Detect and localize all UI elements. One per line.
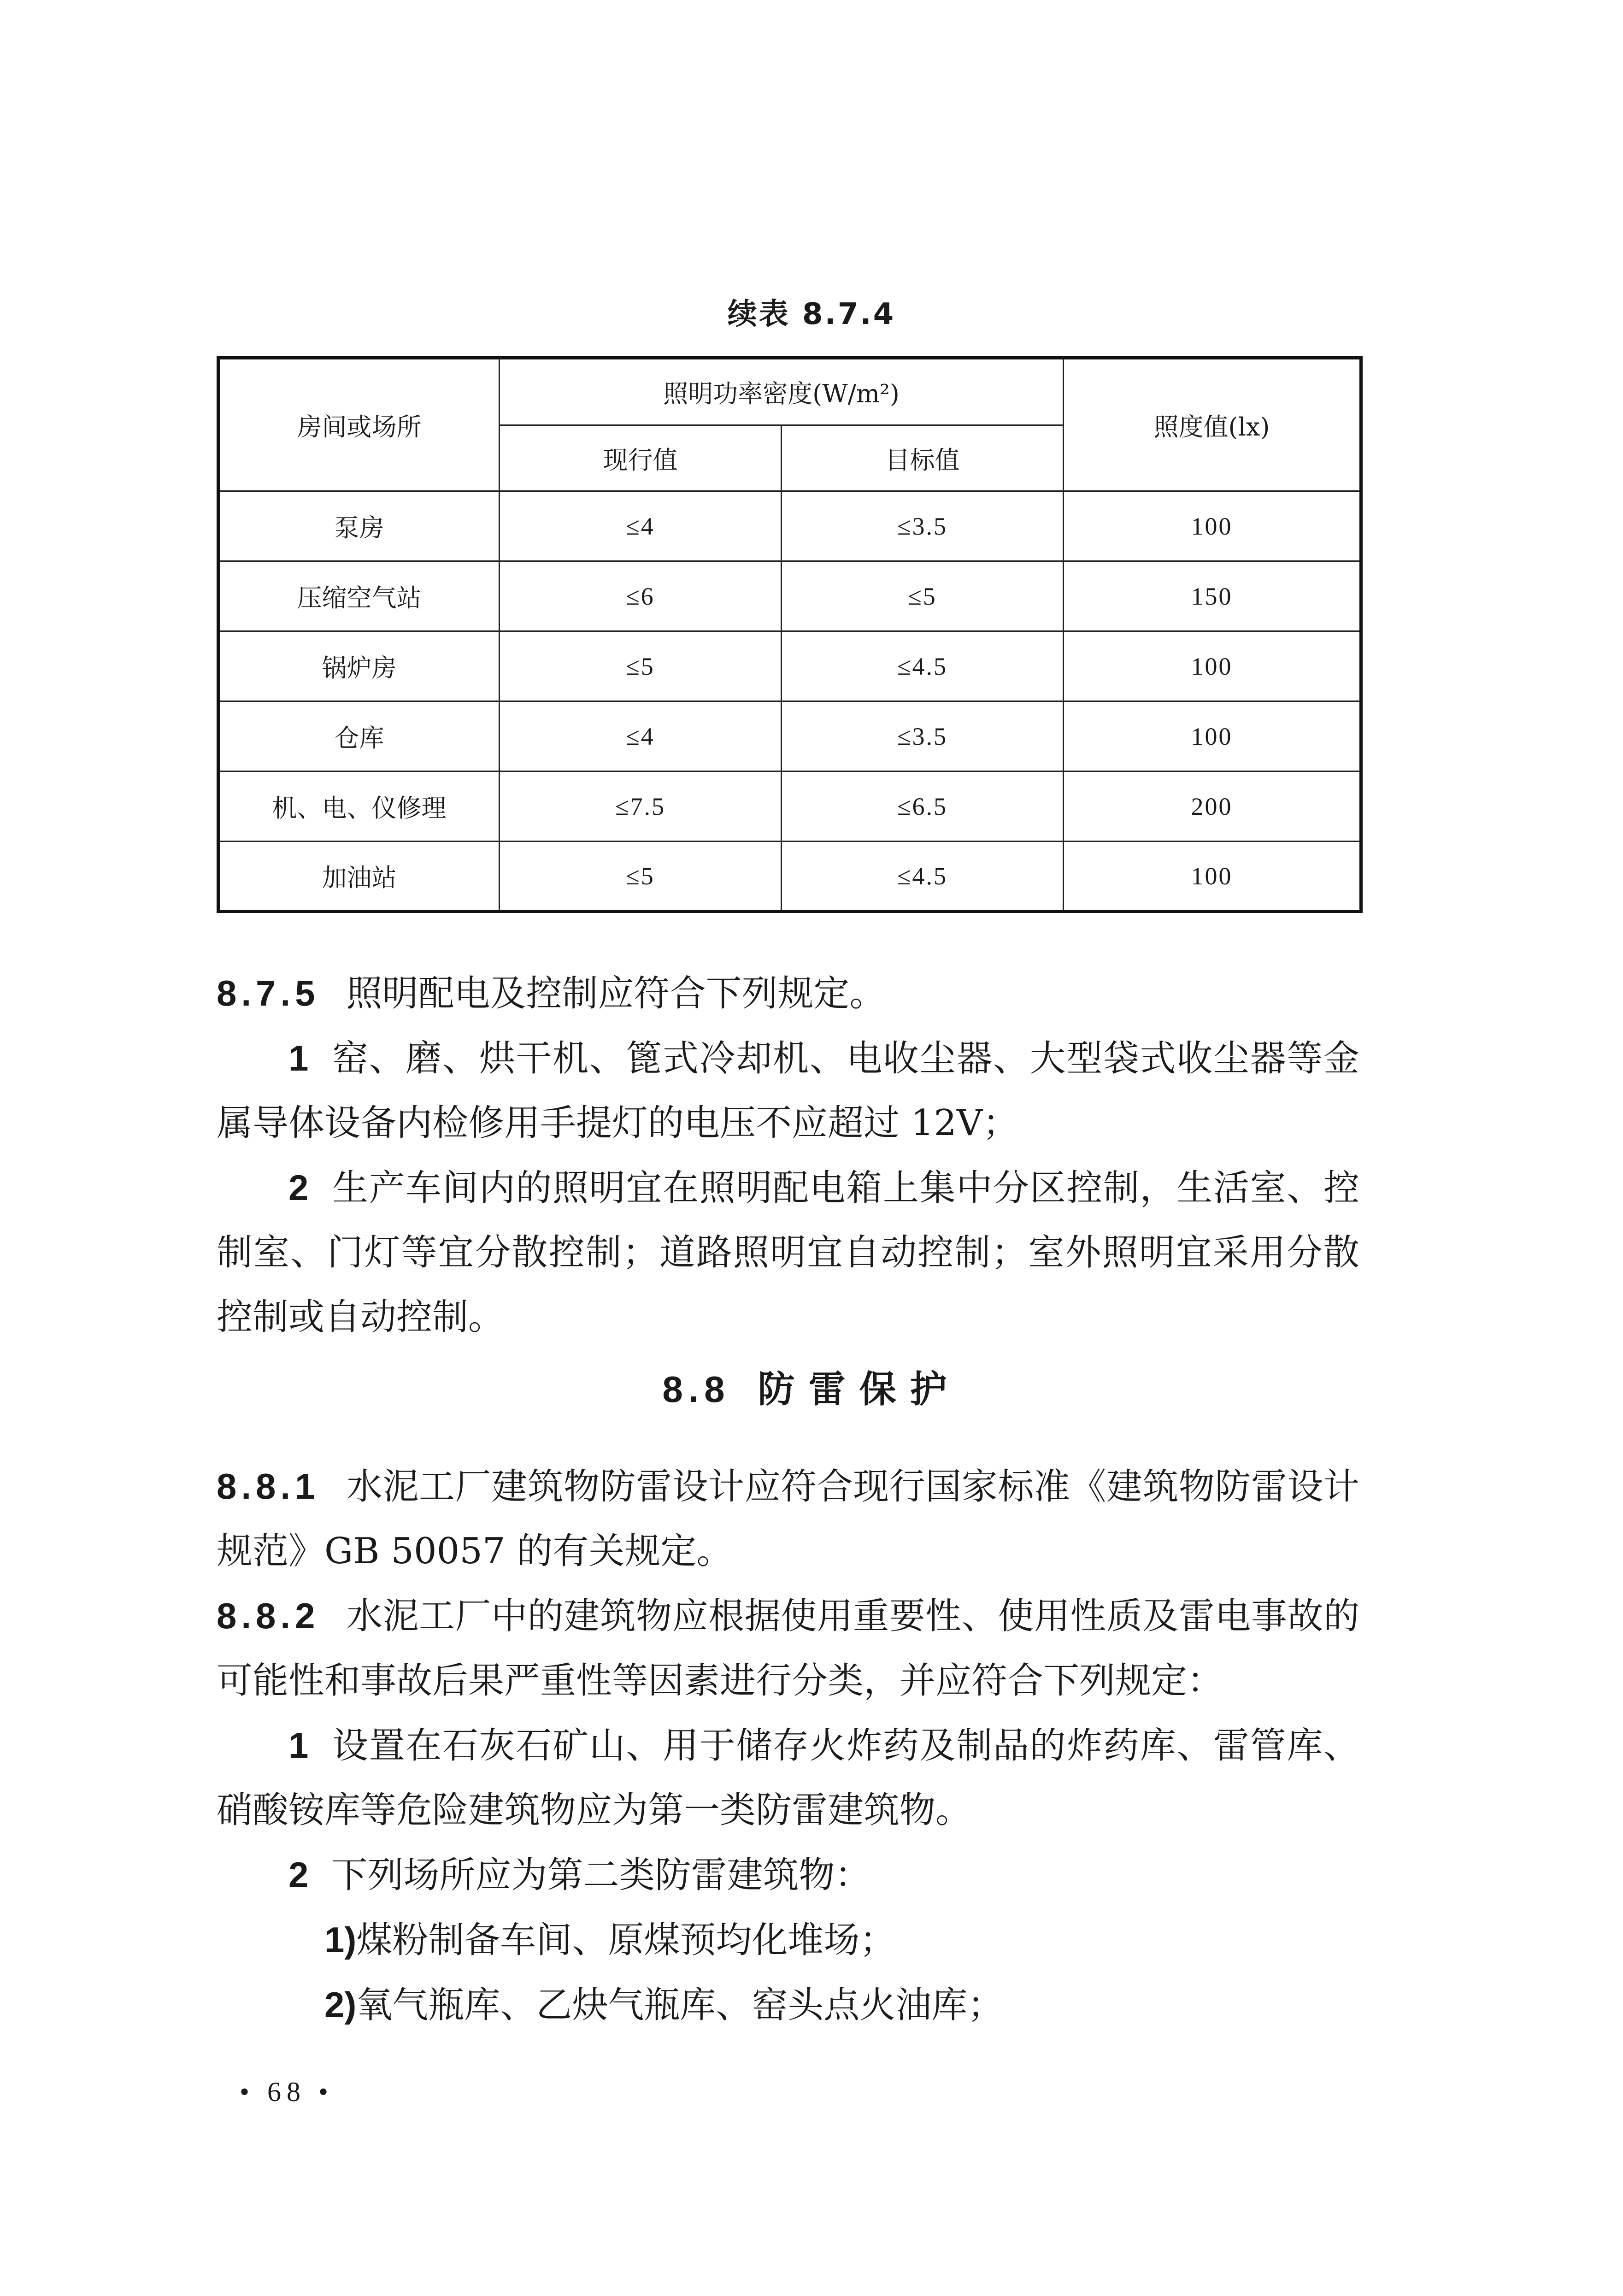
cell-illuminance: 200: [1064, 771, 1361, 842]
cell-room: 仓库: [218, 701, 500, 771]
table-row: [218, 842, 1361, 912]
clause-8-8-2: [217, 1584, 1359, 1713]
cell-illuminance: 100: [1064, 701, 1361, 771]
cell-target: ≤4.5: [782, 631, 1064, 701]
item-number: 1: [288, 1038, 309, 1078]
cell-current: ≤5: [500, 842, 782, 912]
clause-8-7-5-item-1: [217, 1026, 1359, 1155]
clause-8-8-2-item-2: [217, 1843, 1359, 1907]
cell-room: 压缩空气站: [218, 561, 500, 631]
cell-current: ≤4: [500, 701, 782, 771]
table-row: [218, 771, 1361, 842]
header-room: 房间或场所: [218, 358, 500, 491]
clause-8-8-2-subitem-2: [217, 1972, 1359, 2037]
cell-current: ≤6: [500, 561, 782, 631]
cell-current: ≤4: [500, 491, 782, 561]
section-title: 防雷保护: [758, 1368, 961, 1411]
page-number: • 68 •: [240, 2077, 334, 2107]
cell-room: 锅炉房: [218, 631, 500, 701]
clause-number: 8.8.1: [217, 1466, 320, 1507]
cell-target: ≤5: [782, 561, 1064, 631]
clause-8-8-2-item-1: [217, 1713, 1359, 1843]
clause-8-8-2-subitem-1: [217, 1907, 1359, 1972]
header-lpd: 照明功率密度(W/m²): [500, 358, 1064, 425]
clause-text: 照明配电及控制应符合下列规定。: [346, 973, 886, 1014]
header-current: 现行值: [500, 425, 782, 491]
item-number: 2: [288, 1167, 309, 1208]
item-number: 1: [288, 1725, 309, 1766]
item-text: 下列场所应为第二类防雷建筑物：: [331, 1854, 871, 1896]
clause-text: 水泥工厂建筑物防雷设计应符合现行国家标准《建筑物防雷设计规范》GB 50057 的有关规定。: [217, 1466, 1359, 1572]
subitem-text: 氧气瓶库、乙炔气瓶库、窑头点火油库；: [356, 1984, 1004, 2026]
section-heading: [0, 1362, 1623, 1417]
table-row: [218, 491, 1361, 561]
item-text: 窑、磨、烘干机、篦式冷却机、电收尘器、大型袋式收尘器等金属导体设备内检修用手提灯的电压不应超过 12V；: [217, 1038, 1359, 1144]
header-illuminance: 照度值(lx): [1064, 358, 1361, 491]
table-header-row: [218, 358, 1361, 425]
clause-number: 8.8.2: [217, 1595, 320, 1636]
cell-illuminance: 150: [1064, 561, 1361, 631]
clause-8-8-1: [217, 1454, 1359, 1584]
table-row: [218, 561, 1361, 631]
table-caption: 续表 8.7.4: [727, 297, 896, 331]
item-text: 生产车间内的照明宜在照明配电箱上集中分区控制，生活室、控制室、门灯等宜分散控制；道路照明宜自动控制；室外照明宜采用分散控制或自动控制。: [217, 1167, 1359, 1338]
clause-8-7-5-item-2: [217, 1155, 1359, 1349]
cell-current: ≤5: [500, 631, 782, 701]
cell-illuminance: 100: [1064, 491, 1361, 561]
section-8-8-body: [217, 1454, 1359, 2037]
cell-room: 泵房: [218, 491, 500, 561]
cell-room: 机、电、仪修理: [218, 771, 500, 842]
cell-illuminance: 100: [1064, 842, 1361, 912]
clause-8-7-5-block: [217, 961, 1359, 1349]
subitem-text: 煤粉制备车间、原煤预均化堆场；: [356, 1919, 896, 1961]
table-row: [218, 701, 1361, 771]
cell-target: ≤3.5: [782, 491, 1064, 561]
clause-text: 水泥工厂中的建筑物应根据使用重要性、使用性质及雷电事故的可能性和事故后果严重性等因素进行分类，并应符合下列规定：: [217, 1595, 1359, 1701]
cell-target: ≤3.5: [782, 701, 1064, 771]
section-number: 8.8: [662, 1369, 730, 1410]
header-target: 目标值: [782, 425, 1064, 491]
item-number: 2: [288, 1854, 309, 1895]
clause-8-7-5: [217, 961, 1359, 1026]
subitem-number: 1): [324, 1919, 357, 1960]
cell-room: 加油站: [218, 842, 500, 912]
lighting-power-density-table: [217, 356, 1363, 913]
clause-number: 8.7.5: [217, 973, 320, 1013]
cell-target: ≤4.5: [782, 842, 1064, 912]
cell-illuminance: 100: [1064, 631, 1361, 701]
cell-target: ≤6.5: [782, 771, 1064, 842]
table-row: [218, 631, 1361, 701]
cell-current: ≤7.5: [500, 771, 782, 842]
item-text: 设置在石灰石矿山、用于储存火炸药及制品的炸药库、雷管库、硝酸铵库等危险建筑物应为第一类防雷建筑物。: [217, 1725, 1359, 1831]
subitem-number: 2): [324, 1984, 357, 2025]
